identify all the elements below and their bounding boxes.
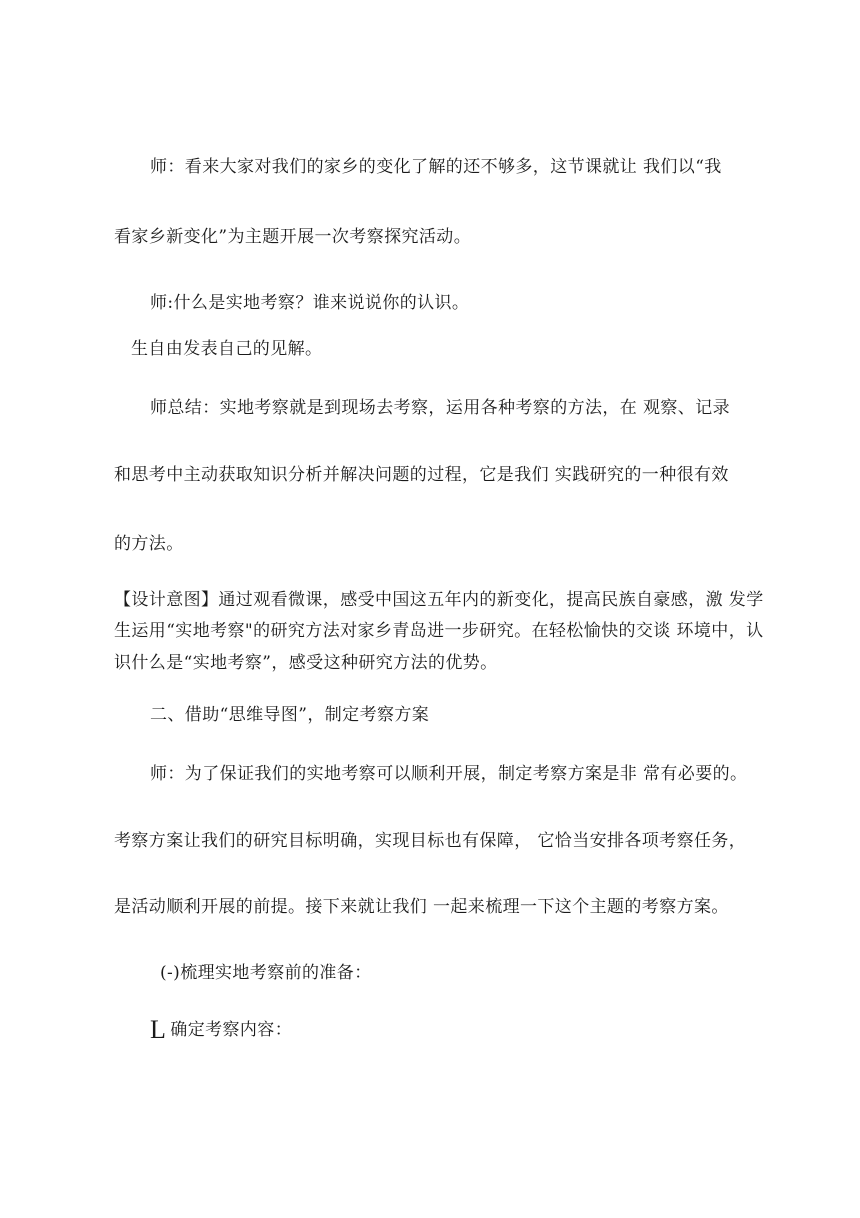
list-item-text: 确定考察内容： — [170, 1020, 293, 1040]
paragraph-line: 考察方案让我们的研究目标明确，实现目标也有保障， 它恰当安排各项考察任务， — [114, 831, 747, 851]
paragraph-line: 的方法。 — [114, 534, 184, 554]
paragraph-line: 是活动顺利开展的前提。接下来就让我们 一起来梳理一下这个主题的考察方案。 — [114, 897, 729, 917]
section-heading: 二、借助“思维导图”，制定考察方案 — [150, 705, 430, 725]
design-intent-line: 识什么是“实地考察”，感受这种研究方法的优势。 — [114, 653, 498, 673]
list-marker: L — [150, 1015, 167, 1044]
list-item — [150, 1015, 293, 1044]
paragraph-line: 师：看来大家对我们的家乡的变化了解的还不够多，这节课就让 我们以“我 — [150, 157, 722, 177]
paragraph-line: 师：为了保证我们的实地考察可以顺利开展，制定考察方案是非 常有必要的。 — [150, 764, 748, 784]
design-intent-line: 生运用“实地考察"的研究方法对家乡青岛进一步研究。在轻松愉快的交谈 环境中，认 — [114, 621, 764, 641]
paragraph-line: 生自由发表自己的见解。 — [131, 339, 323, 359]
paragraph-line: 师:什么是实地考察？谁来说说你的认识。 — [150, 293, 470, 313]
paragraph-line: 看家乡新变化”为主题开展一次考察探究活动。 — [114, 227, 472, 247]
design-intent-line: 【设计意图】通过观看微课，感受中国这五年内的新变化，提高民族自豪感，激 发学 — [114, 590, 764, 610]
paragraph-line: 和思考中主动获取知识分析并解决问题的过程，它是我们 实践研究的一种很有效 — [114, 465, 729, 485]
subsection-heading: (-)梳理实地考察前的准备： — [160, 963, 372, 983]
paragraph-line: 师总结：实地考察就是到现场去考察，运用各种考察的方法，在 观察、记录 — [150, 398, 731, 418]
